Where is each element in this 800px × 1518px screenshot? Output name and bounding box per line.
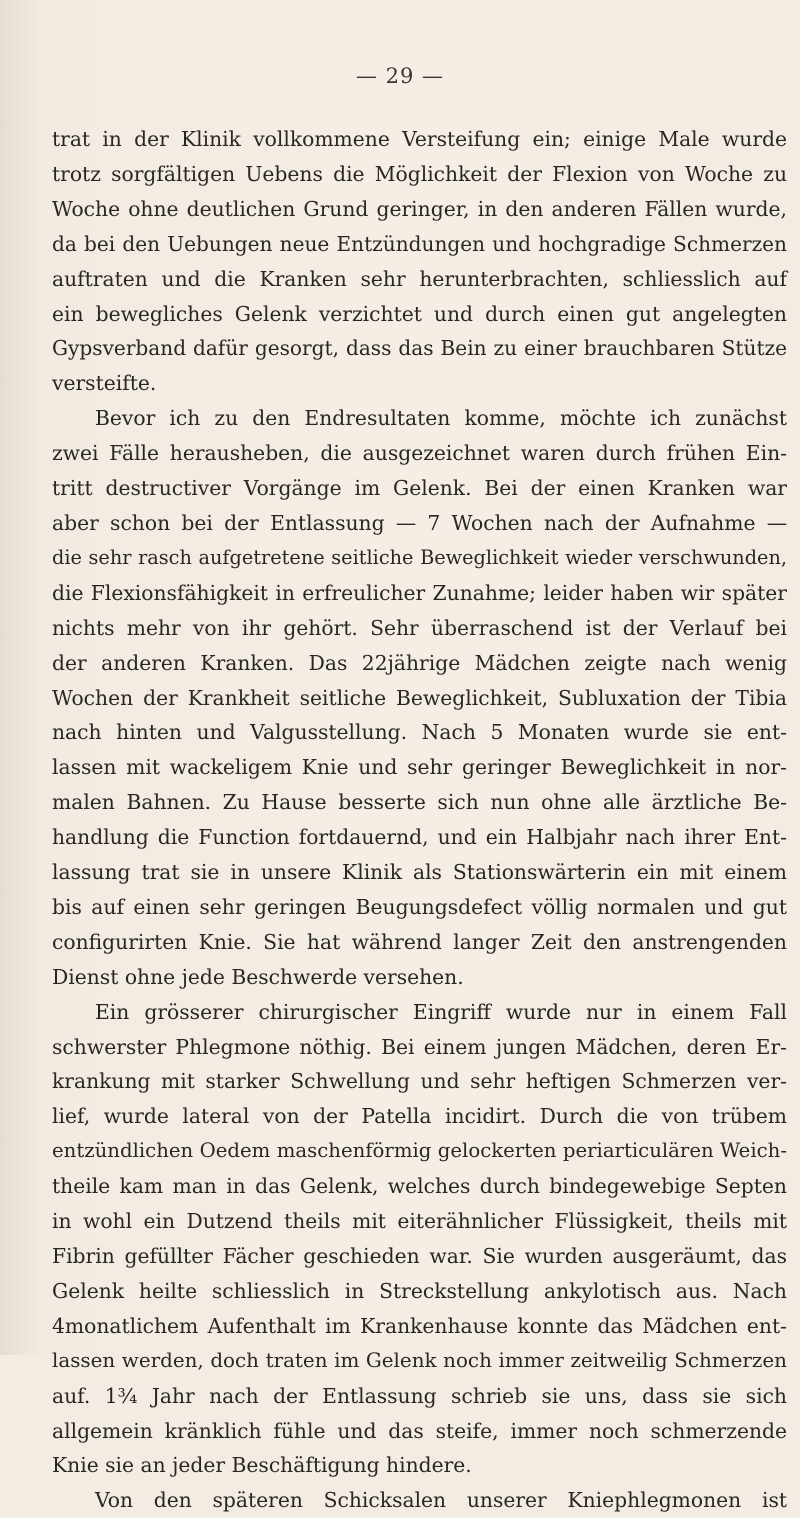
text-line: der anderen Kranken. Das 22jährige Mädchen zeigte nach wenig: [52, 650, 787, 675]
text-line: trat in der Klinik vollkommene Versteifung ein; einige Male wurde: [52, 127, 787, 151]
text-line: Woche ohne deutlichen Grund geringer, in den anderen Fällen wurde,: [52, 196, 787, 221]
text-line: da bei den Uebungen neue Entzündungen und hochgradige Schmerzen: [52, 231, 787, 256]
text-line: in wohl ein Dutzend theils mit eiterähnlicher Flüssigkeit, theils mit: [52, 1209, 787, 1234]
text-line: Gelenk heilte schliesslich in Streckstellung ankylotisch aus. Nach: [52, 1278, 787, 1303]
text-line: aber schon bei der Entlassung — 7 Wochen nach der Aufnahme —: [52, 510, 787, 535]
text-line: krankung mit starker Schwellung und sehr heftigen Schmerzen ver-: [52, 1069, 787, 1094]
body-text: [52, 122, 787, 1518]
text-line: ein bewegliches Gelenk verzichtet und durch einen gut angelegten: [52, 301, 787, 326]
text-line: die sehr rasch aufgetretene seitliche Beweglichkeit wieder verschwunden,: [52, 545, 787, 569]
text-line: Knie sie an jeder Beschäftigung hindere.: [52, 1453, 472, 1478]
text-line: Fibrin gefüllter Fächer geschieden war. Sie wurden ausgeräumt, das: [52, 1244, 787, 1268]
text-line: Bevor ich zu den Endresultaten komme, möchte ich zunächst: [95, 406, 787, 431]
text-line: Ein grösserer chirurgischer Eingriff wurde nur in einem Fall: [95, 999, 787, 1024]
text-line: Wochen der Krankheit seitliche Beweglichkeit, Subluxation der Tibia: [52, 685, 787, 710]
text-line: bis auf einen sehr geringen Beugungsdefect völlig normalen und gut: [52, 894, 787, 919]
text-line: Von den späteren Schicksalen unserer Kniephlegmonen ist: [95, 1488, 787, 1513]
text-line: lief, wurde lateral von der Patella incidirt. Durch die von trübem: [52, 1104, 787, 1129]
text-line: lassen werden, doch traten im Gelenk noch immer zeitweilig Schmerzen: [52, 1348, 787, 1372]
text-line: versteifte.: [52, 371, 157, 396]
text-line: Gypsverband dafür gesorgt, dass das Bein zu einer brauchbaren Stütze: [52, 336, 787, 361]
text-line: nach hinten und Valgusstellung. Nach 5 Monaten wurde sie ent-: [52, 720, 787, 745]
text-line: 4monatlichem Aufenthalt im Krankenhause konnte das Mädchen ent-: [52, 1313, 787, 1338]
text-line: malen Bahnen. Zu Hause besserte sich nun ohne alle ärztliche Be-: [52, 790, 787, 815]
text-line: Dienst ohne jede Beschwerde versehen.: [52, 964, 464, 989]
text-line: nichts mehr von ihr gehört. Sehr überraschend ist der Verlauf bei: [52, 615, 787, 640]
text-line: lassen mit wackeligem Knie und sehr geringer Beweglichkeit in nor-: [52, 755, 787, 780]
text-line: auftraten und die Kranken sehr herunterbrachten, schliesslich auf: [52, 266, 787, 291]
text-line: allgemein kränklich fühle und das steife, immer noch schmerzende: [52, 1418, 787, 1443]
text-line: zwei Fälle herausheben, die ausgezeichnet waren durch frühen Ein-: [52, 441, 787, 466]
text-line: handlung die Function fortdauernd, und ein Halbjahr nach ihrer Ent-: [52, 825, 787, 850]
page-number: — 29 —: [355, 64, 445, 88]
text-line: trotz sorgfältigen Uebens die Möglichkeit der Flexion von Woche zu: [52, 161, 787, 186]
text-line: schwerster Phlegmone nöthig. Bei einem jungen Mädchen, deren Er-: [52, 1034, 787, 1059]
text-line: die Flexionsfähigkeit in erfreulicher Zunahme; leider haben wir später: [52, 580, 787, 605]
text-line: lassung trat sie in unsere Klinik als Stationswärterin ein mit einem: [52, 860, 787, 885]
text-line: entzündlichen Oedem maschenförmig gelockerten periarticulären Weich-: [52, 1139, 787, 1163]
text-line: configurirten Knie. Sie hat während langer Zeit den anstrengenden: [52, 929, 787, 954]
text-line: tritt destructiver Vorgänge im Gelenk. Bei der einen Kranken war: [52, 476, 787, 501]
text-line: auf. 1¾ Jahr nach der Entlassung schrieb sie uns, dass sie sich: [52, 1383, 787, 1408]
text-line: theile kam man in das Gelenk, welches durch bindegewebige Septen: [52, 1174, 787, 1199]
